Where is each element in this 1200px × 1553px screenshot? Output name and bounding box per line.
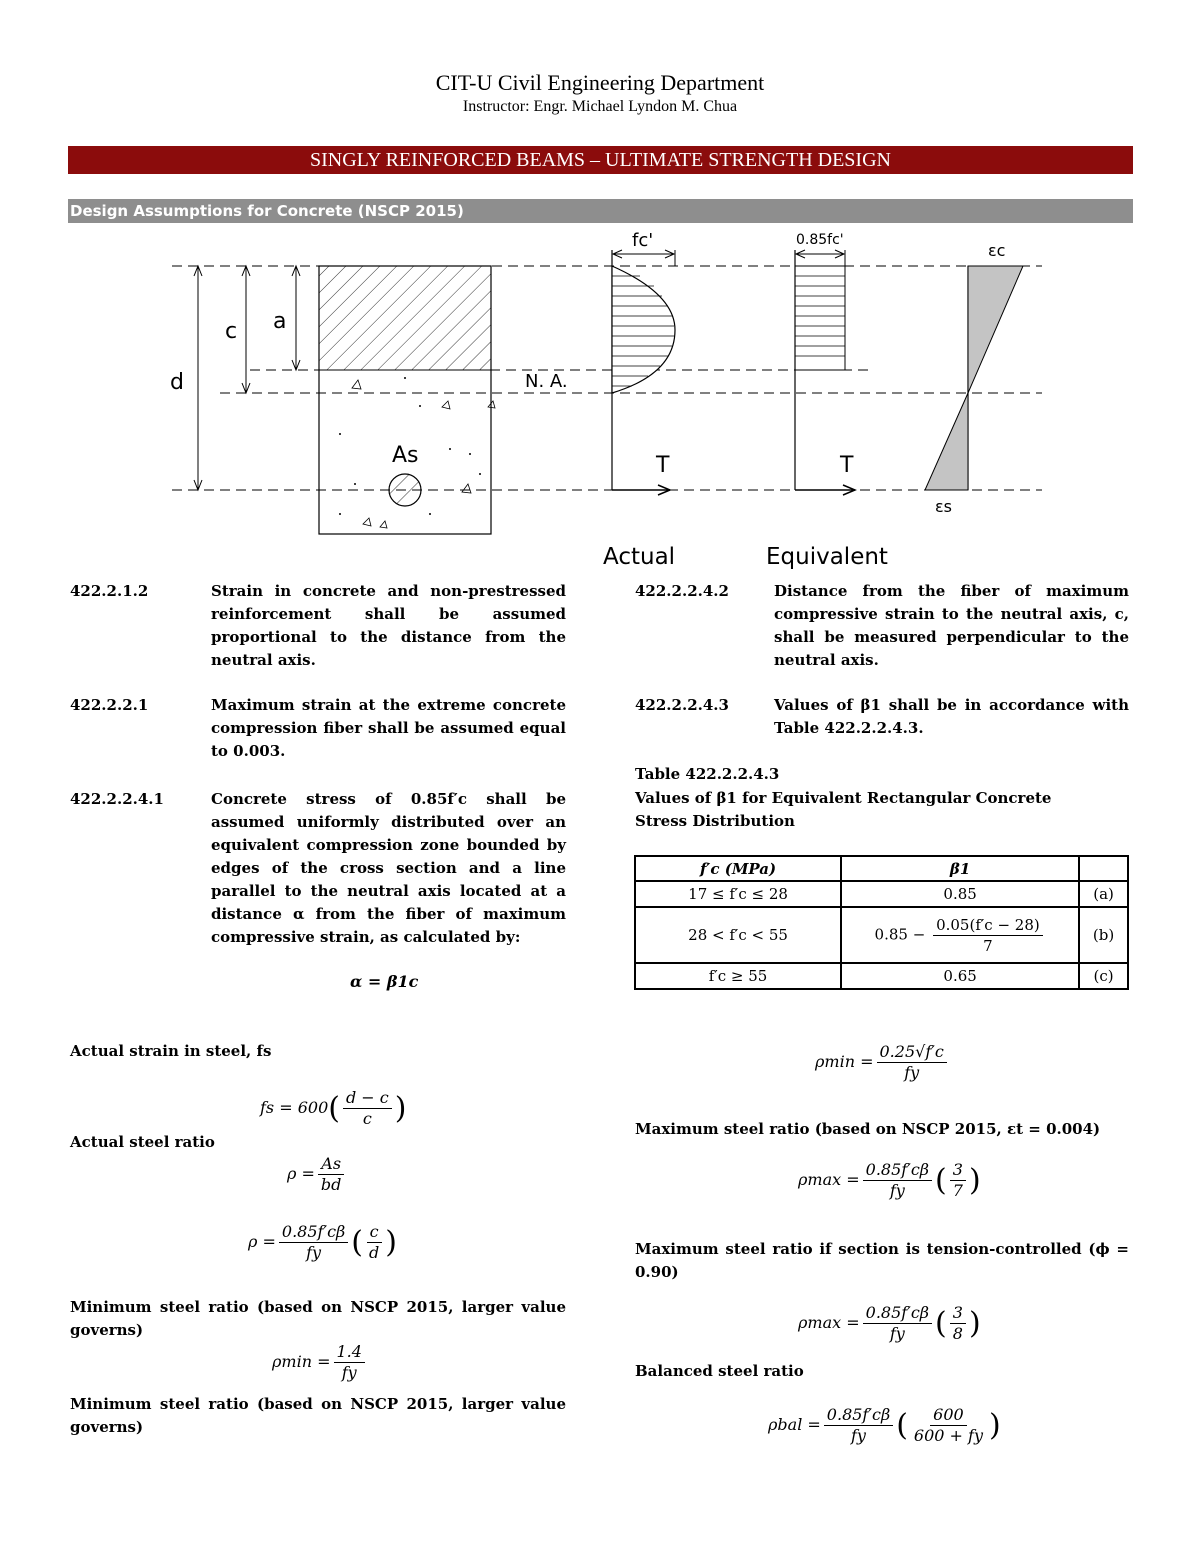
fs-numerator: d − c	[343, 1088, 392, 1109]
rmax-numerator: 0.85f′cβ	[863, 1160, 932, 1181]
label-c: c	[225, 319, 238, 344]
header-blank	[1079, 856, 1128, 881]
fs-equation: fs = 600( $\frac{d - c}{c}$ )	[260, 1088, 407, 1128]
rmax-lhs: ρmax =	[798, 1170, 860, 1189]
equivalent-block	[795, 266, 845, 370]
instructor-line: Instructor: Engr. Michael Lyndon M. Chua	[462, 98, 738, 115]
row-tag: (b)	[1079, 907, 1128, 963]
clause-number: 422.2.2.4.2	[635, 582, 729, 600]
min1-denominator: fy	[341, 1363, 357, 1382]
clause-text: Strain in concrete and non-prestressed reinforcement shall be assumed proportional to the distance from the neutral axis.	[211, 582, 566, 669]
department-title: CIT-U Civil Engineering Department	[435, 70, 765, 95]
min1-lhs: ρmin =	[272, 1352, 331, 1371]
beta-value: 0.65	[841, 963, 1079, 989]
tc-label: Maximum steel ratio if section is tension-controlled (ϕ = 0.90)	[635, 1240, 1129, 1281]
rho-denominator: bd	[320, 1175, 342, 1194]
table-row	[635, 907, 1128, 963]
alpha-equation: α = β1c	[350, 972, 419, 991]
beta-denominator: 7	[983, 936, 993, 955]
rho-equation	[287, 1154, 347, 1195]
rho-numerator: As	[318, 1154, 344, 1175]
max-label: Maximum steel ratio (based on NSCP 2015, εt = 0.004)	[635, 1120, 1101, 1138]
label-a: a	[273, 309, 287, 334]
beta-value: 0.85	[841, 881, 1079, 907]
rmin-lhs: ρmin =	[815, 1052, 874, 1071]
rbal-paren-numerator: 600	[930, 1405, 967, 1426]
rmin-denominator: fy	[904, 1063, 920, 1082]
rbal-denominator: fy	[851, 1426, 866, 1445]
table-row	[635, 881, 1128, 907]
rtc-numerator: 0.85f′cβ	[863, 1303, 932, 1324]
rho-lhs: ρ =	[287, 1164, 315, 1183]
label-fc: fc'	[632, 230, 654, 251]
beta-value	[841, 907, 1079, 963]
aggregate-marks	[352, 380, 495, 528]
rbal-lhs: ρbal =	[768, 1415, 821, 1434]
fc-range: f′c ≥ 55	[635, 963, 841, 989]
beta-table	[634, 855, 1129, 990]
rmin-numerator: 0.25√f′c	[877, 1042, 947, 1063]
rho2-paren-numerator: c	[367, 1222, 382, 1243]
min2-label: Minimum steel ratio (based on NSCP 2015, larger value governs)	[70, 1395, 566, 1436]
rho2-paren-denominator: d	[369, 1243, 380, 1262]
table-caption: Stress Distribution	[635, 812, 795, 830]
compression-strain	[968, 266, 1023, 393]
label-t-actual: T	[656, 453, 670, 478]
section-heading: Design Assumptions for Concrete (NSCP 2015)	[68, 199, 1133, 223]
table-caption: Values of β1 for Equivalent Rectangular Concrete	[635, 789, 1052, 807]
rebar-circle	[389, 474, 421, 506]
beta-prefix: 0.85 −	[874, 925, 926, 943]
row-tag: (c)	[1079, 963, 1128, 989]
fs-label: Actual strain in steel, fs	[70, 1042, 272, 1060]
rbal-paren-denominator: 600 + fy	[913, 1426, 983, 1445]
clause-number: 422.2.2.4.1	[70, 790, 164, 808]
table-row	[635, 856, 1128, 881]
min1-label: Minimum steel ratio (based on NSCP 2015, larger value governs)	[70, 1298, 566, 1339]
header-beta: β1	[841, 856, 1079, 881]
min1-equation	[272, 1342, 368, 1383]
reference-lines	[172, 266, 1042, 490]
label-ec: εc	[988, 241, 1006, 260]
clause-text: Values of β1 shall be in accordance with Table 422.2.2.4.3.	[774, 696, 1129, 737]
rho-bal-equation: ρbal = $\frac{0.85f'c\beta}{fy}$ ( $\frac{600}{600 + fy}$ )	[768, 1405, 1001, 1445]
tension-strain	[925, 393, 968, 490]
rho2-lhs: ρ =	[248, 1232, 276, 1251]
rho2-denominator: fy	[306, 1243, 322, 1262]
clause-text: Distance from the fiber of maximum compressive strain to the neutral axis, c, shall be measured perpendicular to the neutral axis.	[774, 582, 1129, 669]
bal-label: Balanced steel ratio	[635, 1362, 804, 1380]
label-neutral-axis: N. A.	[525, 371, 568, 392]
stress-strain-diagram	[150, 224, 1060, 574]
label-actual: Actual	[603, 544, 676, 570]
fc-range: 28 < f′c < 55	[635, 907, 841, 963]
fs-lhs: fs = 600	[260, 1098, 329, 1117]
table-caption: Table 422.2.2.4.3	[635, 765, 780, 783]
topic-banner: SINGLY REINFORCED BEAMS – ULTIMATE STRENGTH DESIGN	[68, 146, 1133, 174]
clause-text: Maximum strain at the extreme concrete compression fiber shall be assumed equal to 0.003.	[211, 696, 566, 760]
equivalent-stress-hatch	[795, 276, 845, 356]
min1-numerator: 1.4	[334, 1342, 365, 1363]
label-as: As	[392, 443, 419, 468]
rho2-numerator: 0.85f′cβ	[279, 1222, 348, 1243]
rmax-paren-denominator: 7	[952, 1181, 963, 1200]
rmax-denominator: fy	[889, 1181, 905, 1200]
rbal-numerator: 0.85f′cβ	[824, 1405, 893, 1426]
fs-denominator: c	[362, 1109, 372, 1128]
rho-equation-2: ρ = $\frac{0.85f'c\beta}{fy}$ ( $\frac{c}{d}$ )	[248, 1222, 397, 1262]
label-d: d	[170, 370, 184, 395]
clause-number: 422.2.2.1	[70, 696, 149, 714]
clause-number: 422.2.1.2	[70, 582, 149, 600]
header-fc: f′c (MPa)	[635, 856, 841, 881]
parabolic-stress	[612, 266, 675, 393]
clause-text: Concrete stress of 0.85f′c shall be assumed uniformly distributed over an equivalent compression zone bounded by edges of the cross section and a line parallel to the neutral axis located at a distance α from the fiber of maximum compressive strain, as calculated by:	[211, 790, 566, 946]
rmax-paren-numerator: 3	[950, 1160, 966, 1181]
rho-min-equation	[815, 1042, 950, 1083]
label-t-equivalent: T	[840, 453, 854, 478]
compression-block	[319, 266, 491, 370]
table-row	[635, 963, 1128, 989]
beta-numerator: 0.05(f′c − 28)	[933, 915, 1043, 936]
label-equivalent: Equivalent	[766, 544, 888, 570]
dimension-lines	[194, 266, 300, 490]
rtc-lhs: ρmax =	[798, 1313, 860, 1332]
rho-max-tc-equation: ρmax = $\frac{0.85f'c\beta}{fy}$ ( $\frac{3}{8}$ )	[798, 1303, 981, 1343]
rtc-paren-numerator: 3	[950, 1303, 966, 1324]
clause-number: 422.2.2.4.3	[635, 696, 729, 714]
row-tag: (a)	[1079, 881, 1128, 907]
label-es: εs	[935, 497, 952, 516]
rtc-paren-denominator: 8	[952, 1324, 963, 1343]
fc-range: 17 ≤ f′c ≤ 28	[635, 881, 841, 907]
rho-max-equation: ρmax = $\frac{0.85f'c\beta}{fy}$ ( $\frac{3}{7}$ )	[798, 1160, 981, 1200]
label-085fc: 0.85fc'	[796, 232, 844, 248]
rtc-denominator: fy	[889, 1324, 905, 1343]
rho-label: Actual steel ratio	[70, 1133, 215, 1151]
